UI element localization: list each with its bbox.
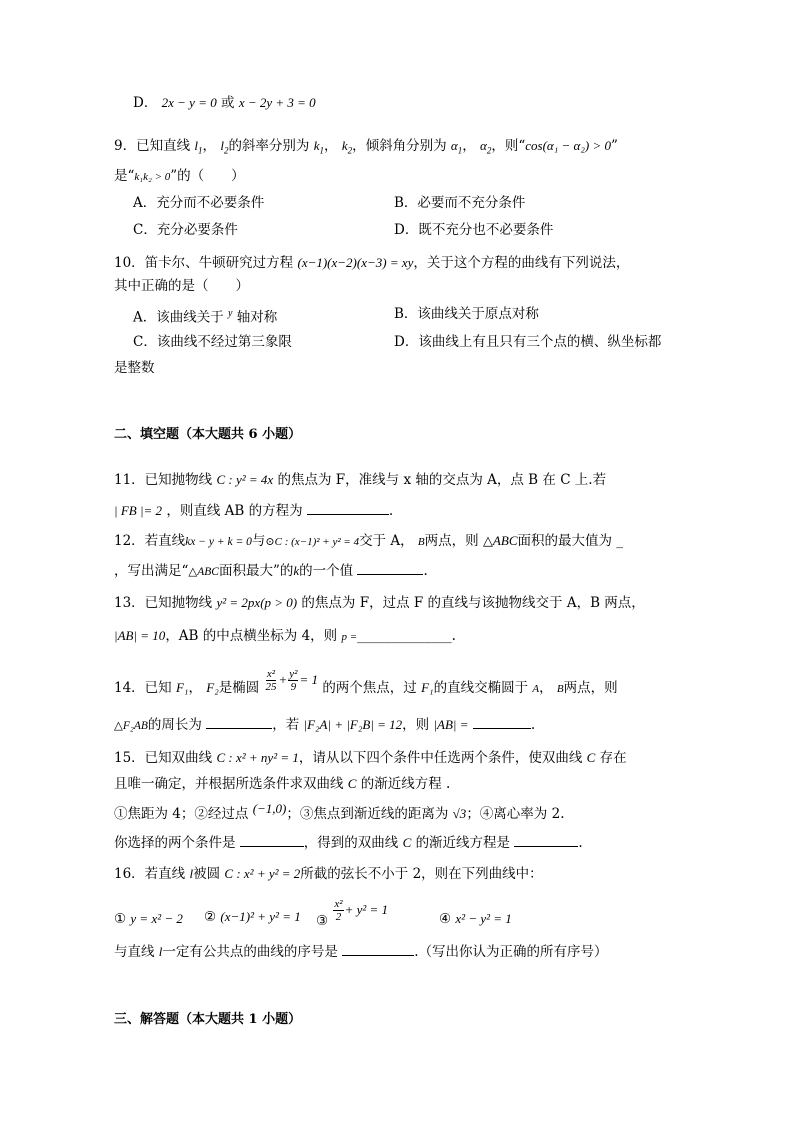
condition-expr: |AB| = 10: [114, 628, 166, 643]
answer-blank[interactable]: [357, 560, 423, 575]
answer-blank[interactable]: [342, 941, 414, 956]
answer-blank[interactable]: [307, 500, 389, 515]
option-text: A．该曲线关于: [133, 309, 224, 326]
stem-text: 13．已知抛物线: [114, 595, 213, 611]
q10-stem-line2: 其中正确的是（ ）: [114, 278, 249, 294]
q15-stem-line1: [114, 748, 627, 768]
stem-text: 所截的弦长不小于 2，则在下列曲线中：: [300, 866, 543, 882]
q16-curve-4: [439, 909, 512, 929]
q11-stem-line1: [114, 470, 606, 490]
line-label: l: [158, 944, 163, 959]
stem-text: 的焦点为 F，过点 F 的直线与该抛物线交于 A，B 两点，: [301, 595, 645, 611]
stem-text: 的直线交椭圆于: [433, 680, 529, 696]
var-p: p =: [341, 631, 358, 643]
point-coordinate: (−1,0): [252, 801, 287, 816]
stem-text: 两点，则: [563, 680, 618, 696]
q11-stem-line2: [114, 500, 393, 521]
or-text: 或: [221, 95, 235, 111]
stem-text: 是“: [114, 168, 135, 184]
condition-text: ；③焦点到渐近线的距离为: [286, 806, 449, 822]
denominator: 25: [265, 681, 277, 693]
stem-text: ，则“: [491, 138, 526, 154]
numerator: x²: [266, 668, 276, 680]
subscript: 1: [319, 145, 325, 156]
condition-text: ；④离心率为 2.: [466, 806, 565, 822]
stem-text: .（写出你认为正确的所有序号）: [414, 944, 608, 960]
stem-text: 一定有公共点的曲线的序号是: [162, 944, 338, 960]
stem-text: 两点，则: [424, 533, 479, 549]
var-y: y: [228, 308, 233, 319]
option-label: D．: [133, 95, 158, 111]
triangle-label: △ABC: [482, 533, 518, 548]
choice-marker: ③: [316, 913, 329, 929]
q15-conditions: [114, 801, 565, 824]
stem-text: ，: [188, 680, 202, 696]
curve-equation: + y² = 1: [344, 902, 389, 917]
curve-label: C: [586, 750, 596, 765]
stem-text: ，: [324, 138, 338, 154]
stem-text: .: [578, 835, 583, 851]
numerator: y²: [289, 668, 298, 680]
curve-label: C: [347, 776, 357, 791]
condition-text: ①焦距为 4；②经过点: [114, 806, 249, 822]
triangle-label: △F₂AB: [114, 720, 148, 732]
stem-text: ，倾斜角分别为: [352, 138, 447, 154]
var-k: k: [313, 138, 320, 153]
answer-blank[interactable]: ______________.: [357, 628, 456, 644]
focus-label: F₁: [421, 680, 434, 695]
triangle-label: △ABC: [188, 566, 219, 578]
stem-text: 15．已知双曲线: [114, 750, 213, 766]
condition-expr: |F₂A| + |F₂B| = 12: [303, 717, 403, 732]
hyperbola-equation: C : x² + ny² = 1: [216, 750, 299, 765]
choice-marker: ②: [204, 909, 217, 925]
stem-text: 的焦点为 F，准线与 x 轴的交点为 A，点 B 在 C 上.若: [277, 472, 607, 488]
curve-label: C: [402, 835, 412, 850]
fraction-x2-2: [333, 898, 343, 923]
subscript: 2: [486, 145, 492, 156]
equation: 2x − y = 0: [161, 95, 217, 110]
stem-text: 10．笛卡尔、牛顿研究过方程: [114, 255, 294, 271]
stem-text: 与直线: [114, 944, 155, 960]
curve-equation: (x−1)² + y² = 1: [220, 909, 301, 924]
q16-stem-line1: [114, 864, 543, 884]
equation: (x−1)(x−2)(x−3) = xy: [297, 255, 414, 270]
stem-text: 面积的最大值为 _: [517, 533, 624, 549]
q9-option-d: D．既不充分也不必要条件: [394, 222, 554, 238]
curve-equation: x² − y² = 1: [455, 911, 512, 926]
line-equation: kx − y + k = 0: [185, 536, 252, 548]
stem-text: ，则直线 AB 的方程为: [166, 503, 303, 519]
stem-text: 14．已知: [114, 680, 172, 696]
stem-text: 且唯一确定，并根据所选条件求双曲线: [114, 776, 344, 792]
plus-sign: +: [278, 672, 288, 687]
parabola-equation: y² = 2px(p > 0): [216, 595, 298, 610]
stem-text: 9．已知直线: [114, 138, 191, 154]
q9-option-b: B．必要而不充分条件: [394, 195, 526, 211]
answer-blank[interactable]: [240, 832, 304, 847]
q10-option-d: D．该曲线上有且只有三个点的横、纵坐标都: [394, 334, 662, 350]
choice-marker: ④: [439, 911, 452, 927]
stem-text: ，则: [402, 717, 430, 733]
q16-curve-2: [204, 907, 301, 927]
stem-text: .: [423, 563, 428, 579]
stem-text: 的渐近线方程是: [415, 835, 511, 851]
q10-option-a: [133, 304, 277, 328]
var-l: l: [194, 138, 199, 153]
answer-blank[interactable]: [514, 832, 578, 847]
q15-stem-line2: [114, 774, 450, 794]
q10-stem-line1: [114, 253, 629, 273]
stem-text: 11．已知抛物线: [114, 472, 213, 488]
stem-text: ，写出满足“: [114, 563, 189, 579]
q9-stem-line1: [114, 136, 618, 161]
numerator: x²: [334, 898, 343, 910]
q9-option-a: A．充分而不必要条件: [133, 195, 265, 211]
q10-option-d-continued: 是整数: [114, 360, 155, 376]
condition-expr: cos(α₁ − α₂) > 0: [525, 138, 611, 153]
q13-stem-line1: [114, 593, 645, 613]
var-k: k: [341, 138, 348, 153]
stem-text: 的斜率分别为: [228, 138, 310, 154]
subscript: 1: [198, 145, 203, 156]
option-text: 轴对称: [236, 309, 278, 326]
stem-text: 是椭圆: [218, 680, 260, 696]
stem-text: 的渐近线方程 .: [360, 776, 451, 792]
stem-text: ，得到的双曲线: [303, 835, 399, 851]
ab-length: |AB| =: [433, 717, 469, 732]
stem-text: ，: [202, 138, 217, 154]
choice-marker: ①: [114, 911, 127, 927]
q12-stem-line2: [114, 560, 428, 582]
subscript: 2: [347, 145, 353, 156]
q8-option-d: [133, 93, 316, 113]
var-l: l: [220, 138, 224, 153]
q13-stem-line2: [114, 626, 456, 647]
equation: x − 2y + 3 = 0: [238, 95, 316, 110]
stem-text: .: [530, 717, 536, 733]
stem-text: ”的（ ）: [170, 168, 245, 184]
answer-blank[interactable]: [206, 714, 272, 729]
var-k: k: [293, 563, 300, 578]
point-label: B: [556, 683, 564, 695]
denominator: 9: [290, 681, 297, 693]
point-label: A: [532, 683, 540, 695]
section-heading-fill-in: 二、填空题（本大题共 6 小题）: [114, 427, 302, 442]
stem-text: ，请从以下四个条件中任选两个条件，使双曲线: [298, 750, 583, 766]
stem-text: ，: [462, 138, 476, 154]
condition-expr: k₁k₂ > 0: [134, 171, 171, 183]
stem-text: 的周长为: [147, 717, 202, 733]
stem-text: .: [388, 503, 394, 519]
stem-text: ，: [539, 680, 553, 696]
equals-one: = 1: [299, 672, 319, 687]
denominator: 2: [335, 911, 342, 923]
stem-text: 12．若直线: [114, 533, 186, 549]
focus-label: F₂: [206, 680, 219, 695]
q12-stem-line1: [114, 531, 623, 552]
stem-text: ，AB 的中点横坐标为 4，则: [165, 628, 338, 644]
stem-text: ，若: [272, 717, 300, 733]
sqrt-3: √3: [452, 806, 467, 821]
stem-text: 的一个值: [299, 563, 354, 579]
stem-text: 与: [251, 533, 266, 549]
circle-equation: ⊙C : (x−1)² + y² = 4: [265, 536, 360, 548]
q9-stem-line2: [114, 166, 245, 187]
stem-text: 面积最大”的: [218, 563, 294, 579]
fraction-x2-25: [265, 668, 278, 693]
q16-stem-line3: [114, 941, 608, 962]
section-heading-solutions: 三、解答题（本大题共 1 小题）: [114, 1012, 302, 1027]
stem-text: 你选择的两个条件是: [114, 835, 236, 851]
var-alpha: α: [480, 138, 487, 153]
stem-text: 交于 A，: [359, 533, 414, 549]
q16-curve-1: [114, 909, 183, 929]
parabola-equation: C : y² = 4x: [216, 472, 274, 487]
subscript: 2: [223, 145, 229, 156]
q16-curve-3: [316, 898, 389, 929]
subscript: 1: [457, 145, 463, 156]
stem-text: ”: [610, 138, 618, 154]
stem-text: 的两个焦点，过: [322, 680, 417, 696]
q9-option-c: C．充分必要条件: [133, 222, 238, 238]
stem-text: 16．若直线: [114, 866, 186, 882]
curve-equation: y = x² − 2: [130, 911, 183, 926]
stem-text: 被圆: [193, 866, 221, 882]
line-label: l: [189, 866, 194, 881]
q14-stem-line1: [114, 668, 618, 701]
var-alpha: α: [450, 138, 458, 153]
q10-option-b: B．该曲线关于原点对称: [394, 306, 539, 322]
fraction-y2-9: [288, 668, 298, 693]
stem-text: ，关于这个方程的曲线有下列说法，: [413, 255, 630, 271]
stem-text: 存在: [599, 750, 627, 766]
answer-blank[interactable]: [473, 714, 531, 729]
circle-equation: C : x² + y² = 2: [224, 866, 301, 881]
focus-label: F₁: [175, 680, 189, 695]
q15-answer-line: [114, 832, 583, 853]
q10-option-c: C．该曲线不经过第三象限: [133, 334, 292, 350]
point-label: B: [417, 536, 425, 548]
q14-stem-line2: [114, 714, 535, 736]
condition-expr: | FB |= 2: [114, 503, 163, 518]
